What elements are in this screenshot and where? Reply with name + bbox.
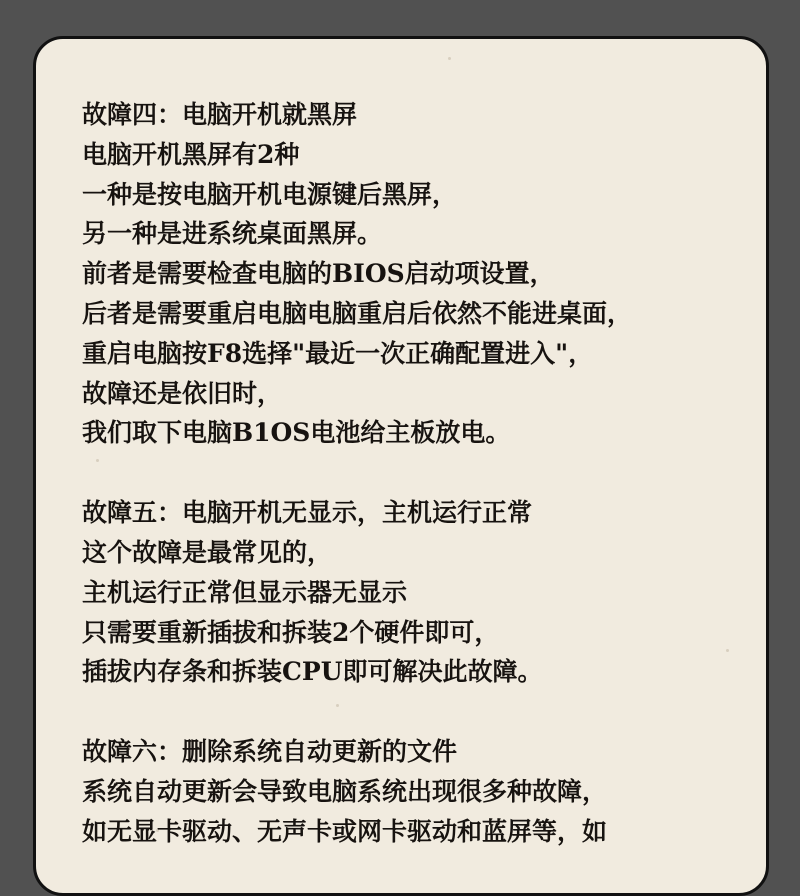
text-line: 我们取下电脑B1OS电池给主板放电。 [82,418,511,448]
section-fault-5 [82,493,742,692]
text-line: 前者是需要检查电脑的BIOS启动项设置， [82,259,555,289]
section-heading: 故障四：电脑开机就黑屏 [82,100,358,129]
text-line: 电脑开机黑屏有2种 [82,139,300,169]
text-line: 这个故障是最常见的， [82,537,333,567]
paragraph-gap [82,453,742,493]
text-line: 另一种是进系统桌面黑屏。 [82,219,383,249]
section-heading: 故障五：电脑开机无显示，主机运行正常 [82,498,533,528]
text-line: 如无显卡驱动、无声卡或网卡驱动和蓝屏等，如 [82,816,608,846]
text-line: 系统自动更新会导致电脑系统出现很多种故障， [82,776,608,806]
section-heading: 故障六：删除系统自动更新的文件 [82,737,458,767]
text-line: 一种是按电脑开机电源键后黑屏， [82,179,458,209]
text-line: 主机运行正常但显示器无显示 [82,577,408,607]
section-fault-4 [82,95,742,453]
paragraph-gap [82,692,742,732]
text-line: 插拔内存条和拆装CPU即可解决此故障。 [82,657,543,687]
paper-texture-speck [448,57,451,60]
article-body [82,95,742,852]
text-line: 只需要重新插拔和拆装2个硬件即可， [82,617,500,647]
text-line: 故障还是依旧时， [82,378,283,408]
text-line: 重启电脑按F8选择"最近一次正确配置进入"， [82,338,594,368]
article-card [33,36,769,896]
text-line: 后者是需要重启电脑电脑重启后依然不能进桌面， [82,298,633,328]
section-fault-6 [82,732,742,851]
